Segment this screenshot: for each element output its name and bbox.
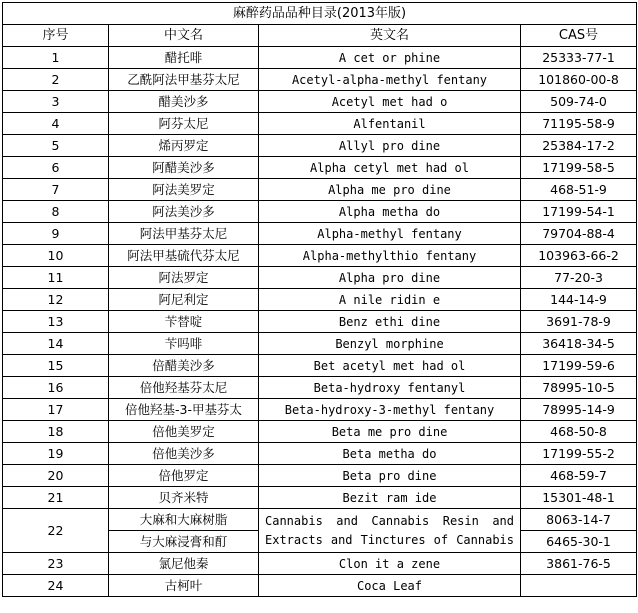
row-no: 5 — [3, 135, 109, 157]
row-cas: 25333-77-1 — [521, 47, 637, 69]
row-no: 16 — [3, 377, 109, 399]
row-en: Beta-hydroxy-3-methyl fentany — [259, 399, 521, 421]
row-cas: 17199-55-2 — [521, 443, 637, 465]
row-cn: 阿芬太尼 — [109, 113, 259, 135]
row-en: Benzyl morphine — [259, 333, 521, 355]
table-row — [3, 311, 637, 333]
row-no: 19 — [3, 443, 109, 465]
row-en: Alpha-methylthio fentany — [259, 245, 521, 267]
row-cas: 17199-58-5 — [521, 157, 637, 179]
row-en: Acetyl met had o — [259, 91, 521, 113]
row-cn: 倍他美沙多 — [109, 443, 259, 465]
row-en: Beta me pro dine — [259, 421, 521, 443]
row-no: 8 — [3, 201, 109, 223]
header-row — [3, 25, 637, 47]
row-en: A cet or phine — [259, 47, 521, 69]
row-no: 7 — [3, 179, 109, 201]
narcotics-table — [2, 2, 637, 597]
row-en: Alpha metha do — [259, 201, 521, 223]
table-row — [3, 553, 637, 575]
row-cas: 3691-78-9 — [521, 311, 637, 333]
row-en: Alfentanil — [259, 113, 521, 135]
row-cas: 78995-10-5 — [521, 377, 637, 399]
table-row — [3, 443, 637, 465]
row-en: Bezit ram ide — [259, 487, 521, 509]
row-cn: 阿尼利定 — [109, 289, 259, 311]
row-no: 13 — [3, 311, 109, 333]
row-en: Beta-hydroxy fentanyl — [259, 377, 521, 399]
row-en: Coca Leaf — [259, 575, 521, 597]
row-en: Alpha cetyl met had ol — [259, 157, 521, 179]
row-cn: 贝齐米特 — [109, 487, 259, 509]
row-cas: 36418-34-5 — [521, 333, 637, 355]
header-cas: CAS号 — [521, 25, 637, 47]
row-cn: 阿法甲基硫代芬太尼 — [109, 245, 259, 267]
row-cas: 103963-66-2 — [521, 245, 637, 267]
row-cn: 阿法美罗定 — [109, 179, 259, 201]
row-no: 18 — [3, 421, 109, 443]
row-no: 17 — [3, 399, 109, 421]
table-row — [3, 465, 637, 487]
table-row — [3, 91, 637, 113]
row-en: Alpha pro dine — [259, 267, 521, 289]
row-cn: 醋托啡 — [109, 47, 259, 69]
table-row — [3, 201, 637, 223]
header-no: 序号 — [3, 25, 109, 47]
table-row — [3, 377, 637, 399]
row-no: 24 — [3, 575, 109, 597]
table-row — [3, 267, 637, 289]
row-cas: 77-20-3 — [521, 267, 637, 289]
row-no: 21 — [3, 487, 109, 509]
row-en: Clon it a zene — [259, 553, 521, 575]
header-cn: 中文名 — [109, 25, 259, 47]
row-cn: 阿醋美沙多 — [109, 157, 259, 179]
row-cn: 与大麻浸膏和酊 — [109, 531, 259, 553]
row-cn: 阿法甲基芬太尼 — [109, 223, 259, 245]
table-row — [3, 135, 637, 157]
row-cas — [521, 575, 637, 597]
row-no: 23 — [3, 553, 109, 575]
row-cas: 79704-88-4 — [521, 223, 637, 245]
row-cas: 15301-48-1 — [521, 487, 637, 509]
row-no: 10 — [3, 245, 109, 267]
table-row — [3, 47, 637, 69]
table-row — [3, 575, 637, 597]
table-row — [3, 333, 637, 355]
table-row — [3, 223, 637, 245]
row-cn: 大麻和大麻树脂 — [109, 509, 259, 531]
row-cas: 17199-59-6 — [521, 355, 637, 377]
row-no: 1 — [3, 47, 109, 69]
row-no: 12 — [3, 289, 109, 311]
row-cn: 烯丙罗定 — [109, 135, 259, 157]
table-row — [3, 69, 637, 91]
row-cn: 阿法罗定 — [109, 267, 259, 289]
row-cn: 氯尼他秦 — [109, 553, 259, 575]
row-en: Alpha-methyl fentany — [259, 223, 521, 245]
row-cas: 468-51-9 — [521, 179, 637, 201]
row-no: 2 — [3, 69, 109, 91]
row-no: 14 — [3, 333, 109, 355]
row-cn: 乙酰阿法甲基芬太尼 — [109, 69, 259, 91]
row-no: 6 — [3, 157, 109, 179]
row-cn: 古柯叶 — [109, 575, 259, 597]
row-cn: 倍醋美沙多 — [109, 355, 259, 377]
table-row — [3, 355, 637, 377]
row-en: Acetyl-alpha-methyl fentany — [259, 69, 521, 91]
row-cn: 倍他罗定 — [109, 465, 259, 487]
table-row — [3, 289, 637, 311]
row-en: Bet acetyl met had ol — [259, 355, 521, 377]
row-en: Benz ethi dine — [259, 311, 521, 333]
catalog-sheet — [2, 2, 636, 597]
row-en: Beta metha do — [259, 443, 521, 465]
row-cas: 468-59-7 — [521, 465, 637, 487]
row-cn: 倍他羟基芬太尼 — [109, 377, 259, 399]
row-en: Beta pro dine — [259, 465, 521, 487]
row-en: A nile ridin e — [259, 289, 521, 311]
table-title: 麻醉药品品种目录(2013年版) — [3, 3, 637, 25]
row-cn: 苄替啶 — [109, 311, 259, 333]
row-no: 9 — [3, 223, 109, 245]
table-row-merged — [3, 509, 637, 531]
row-cas: 8063-14-7 — [521, 509, 637, 531]
table-row — [3, 113, 637, 135]
row-cn: 倍他美罗定 — [109, 421, 259, 443]
table-row — [3, 421, 637, 443]
row-cn: 倍他羟基-3-甲基芬太 — [109, 399, 259, 421]
row-en: Alpha me pro dine — [259, 179, 521, 201]
row-en: Allyl pro dine — [259, 135, 521, 157]
header-en: 英文名 — [259, 25, 521, 47]
row-cas: 71195-58-9 — [521, 113, 637, 135]
table-row — [3, 157, 637, 179]
row-cas: 101860-00-8 — [521, 69, 637, 91]
row-no: 20 — [3, 465, 109, 487]
row-cas: 6465-30-1 — [521, 531, 637, 553]
row-no: 3 — [3, 91, 109, 113]
row-no: 15 — [3, 355, 109, 377]
row-no: 22 — [3, 509, 109, 553]
row-no: 4 — [3, 113, 109, 135]
row-cas: 78995-14-9 — [521, 399, 637, 421]
row-cn: 苄吗啡 — [109, 333, 259, 355]
table-row — [3, 179, 637, 201]
row-cas: 144-14-9 — [521, 289, 637, 311]
row-cn: 阿法美沙多 — [109, 201, 259, 223]
row-no: 11 — [3, 267, 109, 289]
table-row — [3, 487, 637, 509]
row-cas: 3861-76-5 — [521, 553, 637, 575]
row-cas: 468-50-8 — [521, 421, 637, 443]
table-row — [3, 399, 637, 421]
row-cas: 509-74-0 — [521, 91, 637, 113]
table-row — [3, 245, 637, 267]
row-cn: 醋美沙多 — [109, 91, 259, 113]
row-cas: 25384-17-2 — [521, 135, 637, 157]
row-en: Cannabis and Cannabis Resin and Extracts and Tinctures of Cannabis — [259, 509, 521, 553]
row-cas: 17199-54-1 — [521, 201, 637, 223]
